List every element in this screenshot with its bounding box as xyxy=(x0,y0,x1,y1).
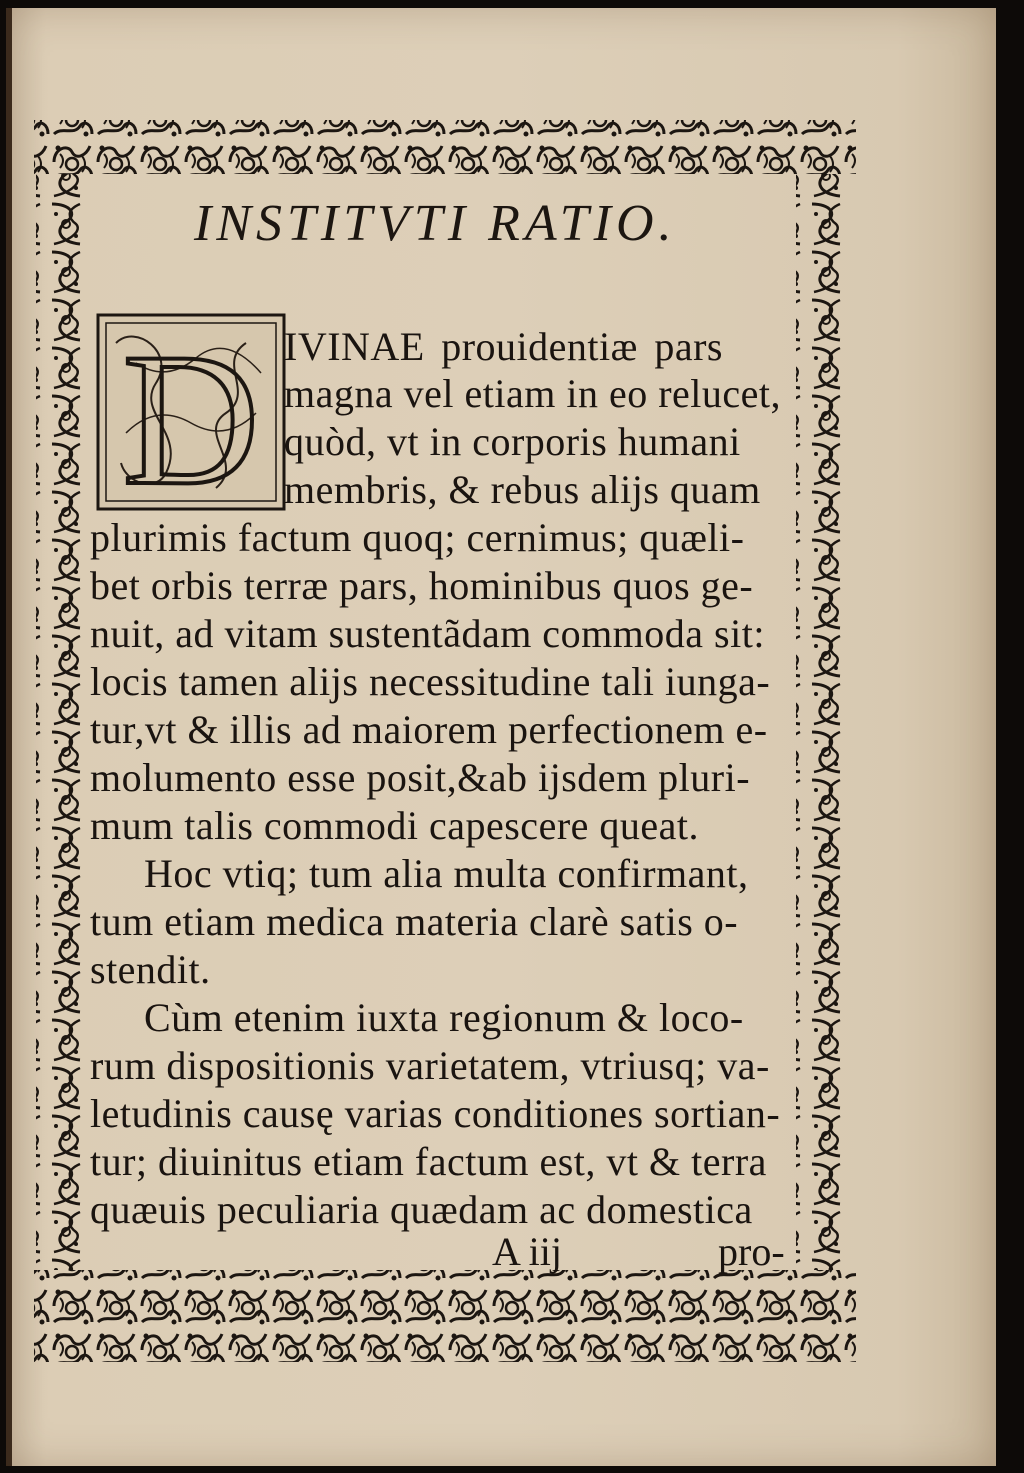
text-line: tur; diuinitus etiam factum est, vt & terra xyxy=(90,1139,767,1184)
catchword: pro- xyxy=(718,1229,785,1274)
text-line: IVINAE prouidentiæ pars xyxy=(284,324,723,369)
text-line: magna vel etiam in eo relucet, xyxy=(284,371,782,416)
text-line: tur,vt & illis ad maiorem perfectionem e- xyxy=(90,707,768,752)
text-line: membris, & rebus alijs quam xyxy=(284,467,761,512)
text-line: quæuis peculiaria quædam ac domestica xyxy=(90,1187,753,1232)
text-line: quòd, vt in corporis humani xyxy=(284,419,741,464)
text-line: mum talis commodi capescere queat. xyxy=(90,803,700,848)
text-line: letudinis causę varias conditiones sortian- xyxy=(90,1091,781,1136)
signature-mark: A iij xyxy=(492,1229,563,1274)
text-line: rum dispositionis varietatem, vtriusq; va- xyxy=(90,1043,770,1088)
text-line: Hoc vtiq; tum alia multa confirmant, xyxy=(144,851,749,896)
text-line: Cùm etenim iuxta regionum & loco- xyxy=(144,995,744,1040)
text-line: stendit. xyxy=(90,947,211,992)
text-line: nuit, ad vitam sustentãdam commoda sit: xyxy=(90,611,765,656)
book-page xyxy=(6,8,996,1466)
text-line: locis tamen alijs necessitudine tali iunga- xyxy=(90,659,771,704)
text-line: plurimis factum quoq; cernimus; quæli- xyxy=(90,515,745,560)
text-line: tum etiam medica materia clarè satis o- xyxy=(90,899,739,944)
decorated-initial-letter xyxy=(96,313,286,511)
text-line: bet orbis terræ pars, hominibus quos ge- xyxy=(90,563,754,608)
initial-letter-text: D xyxy=(122,315,260,511)
text-line: molumento esse posit,&ab ijsdem pluri- xyxy=(90,755,751,800)
page-title: INSTITVTI RATIO. xyxy=(194,195,677,252)
